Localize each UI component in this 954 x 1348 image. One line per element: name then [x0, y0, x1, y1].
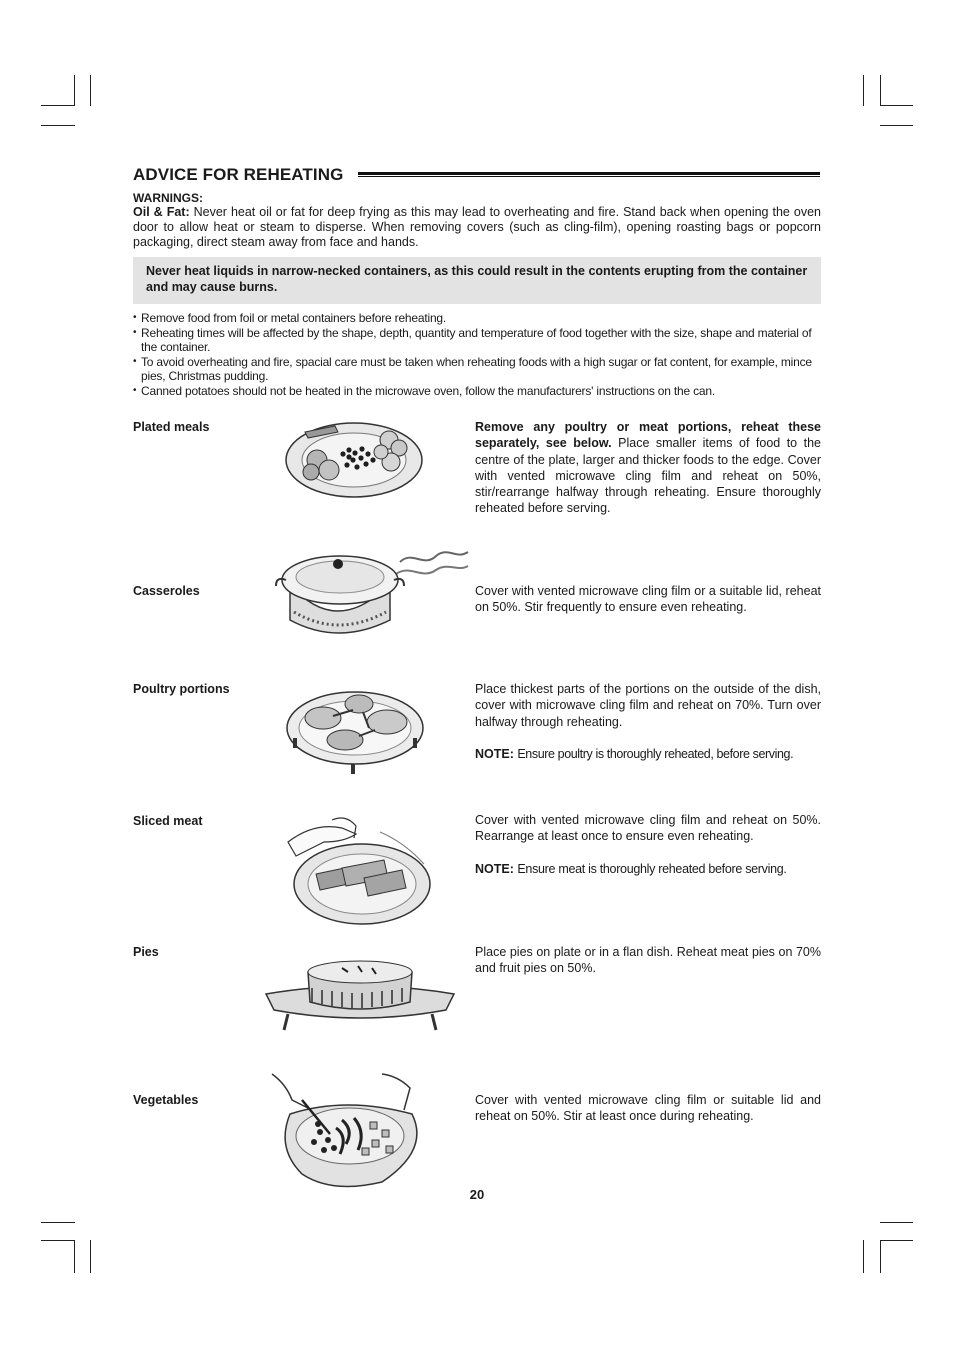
food-label-vegetables: Vegetables: [133, 1093, 199, 1107]
list-item: • Canned potatoes should not be heated in the microwave oven, follow the manufacturers' instructions on the can.: [133, 384, 821, 399]
general-advice-list: [133, 311, 821, 398]
vegetables-text: Cover with vented microwave cling film or suitable lid and reheat on 50%. Stir at least once during reheating.: [475, 1093, 821, 1124]
plated-meals-text: Place smaller items of food to the centre of the plate, larger and thicker foods to the edge. Cover with vented microwave cling film and reheat on 50%, stir/rearrange halfway through reheating. Ensure thoroughly reheated before serving.: [475, 436, 821, 516]
oil-fat-label: Oil & Fat:: [133, 205, 190, 219]
casseroles-text: Cover with vented microwave cling film or a suitable lid, reheat on 50%. Stir frequently to ensure even reheating.: [475, 584, 821, 615]
narrow-neck-warning-text: Never heat liquids in narrow-necked containers, as this could result in the contents erupting from the container and may cause burns.: [146, 264, 808, 294]
list-item: • Reheating times will be affected by the shape, depth, quantity and temperature of food together with the size, shape and material of the container.: [133, 326, 821, 355]
food-label-sliced-meat: Sliced meat: [133, 814, 203, 828]
pies-text: Place pies on plate or in a flan dish. Reheat meat pies on 70% and fruit pies on 50%.: [475, 945, 821, 976]
plated-meals-bold-intro: Remove any poultry or meat portions, reheat these separately, see below.: [475, 420, 821, 451]
sliced-meat-plate-icon: [284, 812, 434, 937]
casserole-dish-icon: [272, 542, 472, 649]
food-desc-sliced-meat: [475, 812, 821, 877]
section-header: [133, 165, 821, 187]
sliced-meat-note-label: NOTE:: [475, 861, 514, 876]
sliced-meat-note-text: Ensure meat is thoroughly reheated before serving.: [517, 861, 787, 876]
warnings-heading: WARNINGS:: [133, 191, 203, 205]
page-title: ADVICE FOR REHEATING: [133, 165, 344, 184]
poultry-dish-icon: [283, 680, 427, 781]
food-label-casseroles: Casseroles: [133, 584, 200, 598]
food-desc-pies: [475, 944, 821, 977]
sliced-meat-text: Cover with vented microwave cling film and reheat on 50%. Rearrange at least once to ensure even reheating.: [475, 813, 821, 844]
narrow-neck-warning-box: [133, 257, 821, 304]
oil-fat-text: Never heat oil or fat for deep frying as this may lead to overheating and fire. Stand back when opening the oven door to allow heat or steam to disperse. When removing covers (such as cling-film), opening roasting bags or popcorn packaging, direct steam away from face and hands.: [133, 205, 821, 249]
vegetable-dish-icon: [262, 1070, 430, 1195]
poultry-text: Place thickest parts of the portions on the outside of the dish, cover with microwave cling film and reheat on 70%. Turn over halfway through reheating.: [475, 682, 821, 729]
food-desc-vegetables: [475, 1092, 821, 1125]
food-desc-casseroles: [475, 583, 821, 616]
page-number: 20: [469, 1187, 485, 1202]
food-desc-poultry-portions: [475, 681, 821, 762]
food-label-plated-meals: Plated meals: [133, 420, 210, 434]
food-label-poultry-portions: Poultry portions: [133, 682, 230, 696]
list-item: • Remove food from foil or metal containers before reheating.: [133, 311, 821, 326]
plated-meal-icon: [283, 410, 425, 505]
poultry-note-label: NOTE:: [475, 747, 514, 762]
list-item: • To avoid overheating and fire, spacial care must be taken when reheating foods with a high sugar or fat content, for example, mince pies, Christmas pudding.: [133, 355, 821, 384]
food-desc-plated-meals: [475, 419, 821, 517]
oil-fat-warning: [133, 205, 821, 250]
poultry-note-text: Ensure poultry is thoroughly reheated, before serving.: [517, 747, 794, 762]
pie-dish-icon: [262, 958, 458, 1049]
food-label-pies: Pies: [133, 945, 159, 959]
title-rule: [358, 172, 820, 177]
